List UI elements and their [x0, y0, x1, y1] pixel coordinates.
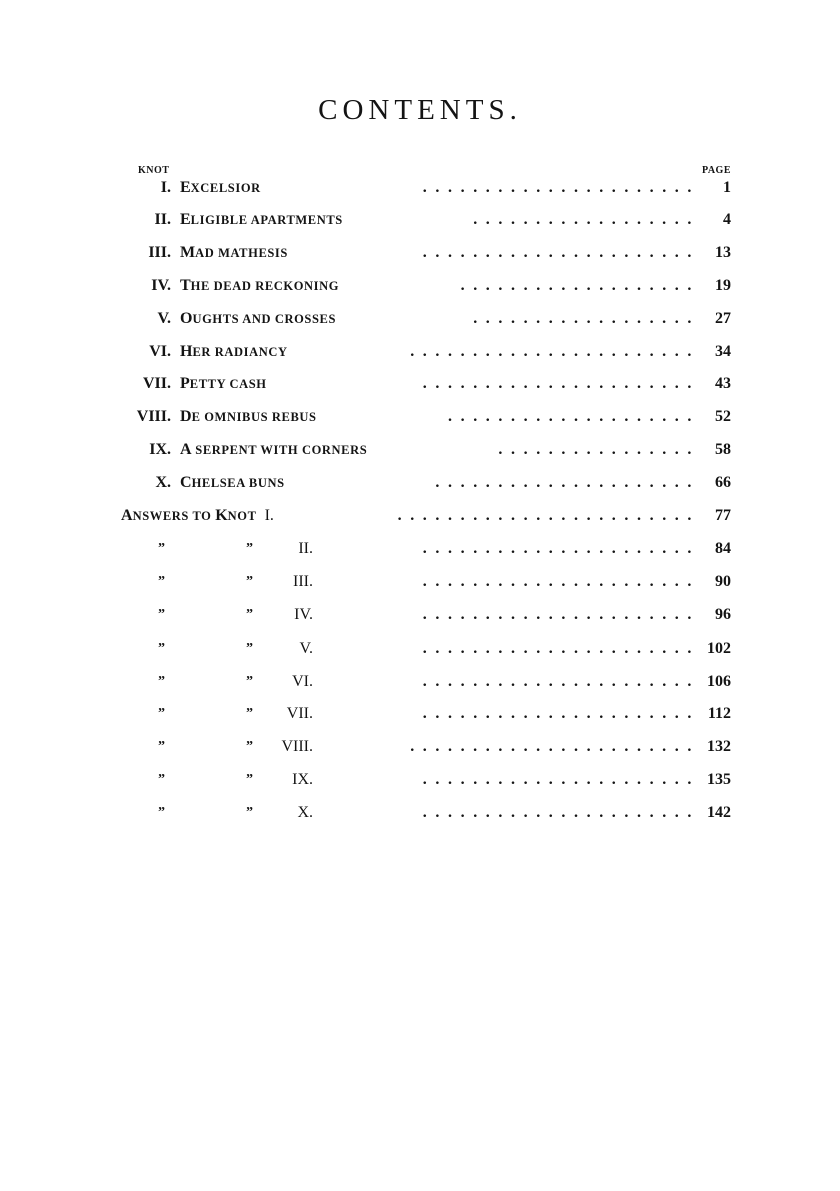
chapter-title — [180, 471, 289, 495]
page-number: 4 — [723, 211, 731, 228]
chapter-title-rest: SERPENT WITH CORNERS — [191, 443, 368, 457]
toc-entry-answer-8[interactable] — [0, 735, 840, 759]
answer-knot-number: VII. — [285, 702, 317, 726]
chapter-title — [180, 241, 292, 265]
chapter-title-initial: C — [180, 474, 192, 491]
chapter-title — [180, 372, 271, 396]
page-number: 106 — [707, 673, 731, 690]
ditto-mark: ” — [158, 607, 165, 622]
chapter-title-initial: A — [180, 441, 192, 458]
chapter-number: I. — [160, 179, 171, 196]
answer-knot-number: III. — [291, 570, 317, 594]
answer-knot-number: IX. — [290, 768, 317, 792]
leader-dots: ...................... — [422, 606, 700, 623]
leader-dots: .................... — [448, 408, 700, 425]
leader-dots: ...................... — [422, 673, 700, 690]
ditto-mark: ” — [246, 607, 253, 622]
column-header-knot: KNOT — [138, 165, 170, 176]
ditto-mark: ” — [246, 805, 253, 820]
leader-dots: ...................... — [422, 179, 700, 196]
leader-dots: ...................... — [422, 244, 700, 261]
answer-knot-number: X. — [295, 801, 317, 825]
page-number: 19 — [715, 277, 731, 294]
toc-entry-answer-6[interactable] — [0, 670, 840, 694]
toc-entry-answer-5[interactable] — [0, 637, 840, 661]
answer-knot-number: V. — [298, 637, 318, 661]
chapter-number: VIII. — [136, 408, 171, 425]
toc-entry-chapter-3[interactable] — [0, 241, 840, 265]
leader-dots: ................... — [460, 277, 700, 294]
leader-dots: .................. — [473, 310, 700, 327]
page-number: 90 — [715, 573, 731, 590]
toc-entry-answer-10[interactable] — [0, 801, 840, 825]
toc-entry-chapter-8[interactable] — [0, 405, 840, 429]
ditto-mark: ” — [246, 674, 253, 689]
ditto-mark: ” — [158, 739, 165, 754]
chapter-title-rest: XCELSIOR — [190, 181, 261, 195]
toc-entry-answer-2[interactable] — [0, 537, 840, 561]
page-number: 102 — [707, 640, 731, 657]
chapter-title-initial: E — [180, 179, 191, 196]
answer-knot-number: VI. — [290, 670, 317, 694]
leader-dots: ....................... — [410, 738, 700, 755]
page-number: 135 — [707, 771, 731, 788]
chapter-number: X. — [155, 474, 171, 491]
answer-knot-number: I. — [264, 507, 274, 524]
toc-entry-answer-1[interactable] — [0, 504, 840, 528]
chapter-title-initial: E — [180, 211, 191, 228]
leader-dots: ..................... — [435, 474, 700, 491]
ditto-mark: ” — [158, 805, 165, 820]
ditto-mark: ” — [246, 641, 253, 656]
toc-entry-chapter-1[interactable] — [0, 176, 840, 200]
chapter-number: II. — [154, 211, 171, 228]
ditto-mark: ” — [158, 674, 165, 689]
knot-label-rest: NOT — [227, 509, 257, 523]
chapter-title-rest: E OMNIBUS REBUS — [191, 410, 317, 424]
toc-entry-answer-4[interactable] — [0, 603, 840, 627]
chapter-title — [180, 176, 265, 200]
ditto-mark: ” — [246, 706, 253, 721]
leader-dots: ....................... — [410, 343, 700, 360]
leader-dots: ...................... — [422, 640, 700, 657]
ditto-mark: ” — [246, 541, 253, 556]
leader-dots: ...................... — [422, 804, 700, 821]
chapter-title — [180, 274, 343, 298]
ditto-mark: ” — [158, 706, 165, 721]
page-number: 34 — [715, 343, 731, 360]
chapter-title-initial: T — [180, 277, 191, 294]
page-number: 43 — [715, 375, 731, 392]
chapter-title-rest: LIGIBLE APARTMENTS — [190, 213, 343, 227]
chapter-number: VII. — [142, 375, 171, 392]
leader-dots: ...................... — [422, 375, 700, 392]
answers-label-rest: NSWERS TO — [132, 509, 216, 523]
ditto-mark: ” — [158, 574, 165, 589]
chapter-title — [180, 438, 371, 462]
knot-label-initial: K — [215, 507, 228, 524]
page-number: 142 — [707, 804, 731, 821]
leader-dots: ................ — [498, 441, 700, 458]
leader-dots: ...................... — [422, 771, 700, 788]
chapter-title-rest: UGHTS AND CROSSES — [192, 312, 337, 326]
chapter-title — [180, 405, 321, 429]
page-number: 77 — [715, 507, 731, 524]
toc-entry-answer-3[interactable] — [0, 570, 840, 594]
page-number: 112 — [707, 705, 731, 722]
chapter-title-initial: O — [180, 310, 193, 327]
page-number: 132 — [707, 738, 731, 755]
page-number: 52 — [715, 408, 731, 425]
chapter-title — [180, 307, 340, 331]
leader-dots: ...................... — [422, 705, 700, 722]
ditto-mark: ” — [246, 574, 253, 589]
chapter-title-rest: AD MATHESIS — [195, 246, 288, 260]
chapter-number: VI. — [149, 343, 171, 360]
page-number: 84 — [715, 540, 731, 557]
ditto-mark: ” — [158, 541, 165, 556]
toc-entry-answer-7[interactable] — [0, 702, 840, 726]
chapter-title-rest: HE DEAD RECKONING — [190, 279, 340, 293]
page-number: 66 — [715, 474, 731, 491]
page-title: CONTENTS. — [318, 94, 522, 126]
toc-entry-chapter-6[interactable] — [0, 340, 840, 364]
chapter-number: IX. — [149, 441, 171, 458]
chapter-number: III. — [148, 244, 171, 261]
chapter-title — [180, 340, 292, 364]
chapter-number: V. — [157, 310, 171, 327]
chapter-title-initial: M — [180, 244, 196, 261]
page-number: 27 — [715, 310, 731, 327]
toc-entry-chapter-2[interactable] — [0, 208, 840, 232]
chapter-title-initial: D — [180, 408, 192, 425]
toc-entry-answer-9[interactable] — [0, 768, 840, 792]
chapter-title-rest: HELSEA BUNS — [191, 476, 285, 490]
answer-knot-number: IV. — [292, 603, 317, 627]
chapter-title — [180, 208, 347, 232]
toc-entry-chapter-7[interactable] — [0, 372, 840, 396]
answer-knot-number: VIII. — [279, 735, 317, 759]
leader-dots: ...................... — [422, 573, 700, 590]
chapter-number: IV. — [151, 277, 171, 294]
toc-entry-chapter-9[interactable] — [0, 438, 840, 462]
ditto-mark: ” — [246, 772, 253, 787]
answer-knot-number: II. — [296, 537, 317, 561]
chapter-title-rest: ETTY CASH — [189, 377, 267, 391]
ditto-mark: ” — [246, 739, 253, 754]
leader-dots: .................. — [473, 211, 700, 228]
ditto-mark: ” — [158, 641, 165, 656]
page-number: 13 — [715, 244, 731, 261]
leader-dots: ...................... — [422, 540, 700, 557]
chapter-title-rest: ER RADIANCY — [192, 345, 288, 359]
column-header-page: PAGE — [701, 165, 731, 176]
chapter-title-initial: H — [180, 343, 193, 360]
chapter-title-initial: P — [180, 375, 190, 392]
toc-entry-chapter-4[interactable] — [0, 274, 840, 298]
page-number: 58 — [715, 441, 731, 458]
toc-entry-chapter-5[interactable] — [0, 307, 840, 331]
ditto-mark: ” — [158, 772, 165, 787]
answers-label — [121, 504, 278, 528]
page-number: 96 — [715, 606, 731, 623]
toc-entry-chapter-10[interactable] — [0, 471, 840, 495]
answers-label-initial: A — [121, 507, 133, 524]
page-number: 1 — [723, 179, 731, 196]
leader-dots: ........................ — [397, 507, 700, 524]
